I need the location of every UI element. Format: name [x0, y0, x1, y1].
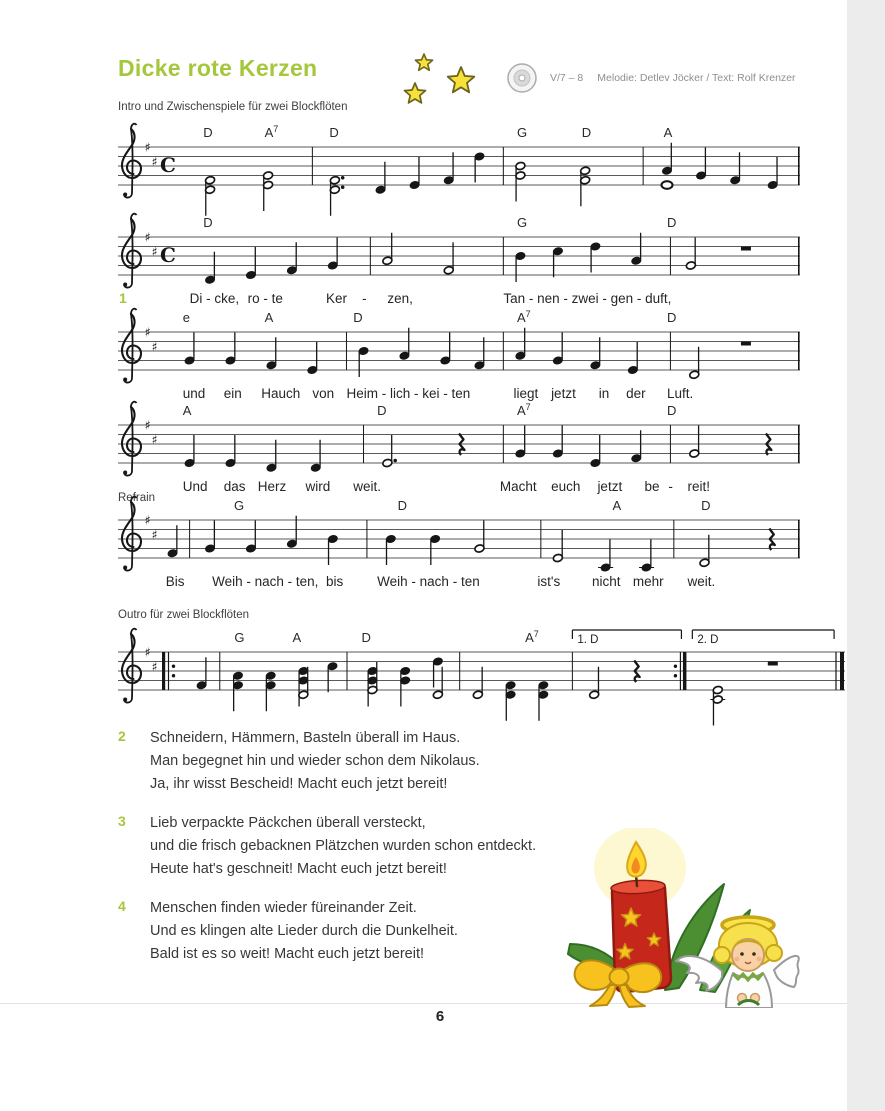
- chord-label: D: [397, 498, 408, 513]
- note: [328, 238, 339, 270]
- verse-3: [118, 812, 598, 881]
- note: [307, 342, 318, 374]
- note: [385, 535, 396, 565]
- verse-line: Schneidern, Hämmern, Basteln überall im Haus.: [150, 730, 461, 746]
- note: [590, 242, 601, 272]
- note: [330, 176, 345, 216]
- lyric-syllable: be: [644, 479, 660, 494]
- note: [689, 426, 700, 458]
- note: [474, 337, 485, 369]
- staff-system-5: [118, 472, 800, 600]
- note: [699, 535, 710, 567]
- lyric-syllable: ist's: [537, 574, 561, 589]
- sharp-icon: ♯: [144, 229, 151, 245]
- note: [298, 667, 309, 699]
- sharp-icon: ♯: [144, 139, 151, 155]
- note: [367, 667, 378, 707]
- chord-label: $A^7$: [525, 629, 539, 645]
- note: [225, 333, 236, 365]
- verse-line: Heute hat's geschneit! Macht euch jetzt bereit!: [150, 861, 447, 877]
- credits: Melodie: Detlev Jöcker / Text: Rolf Krenzer: [597, 72, 796, 84]
- final-barline: [840, 652, 844, 690]
- note: [246, 521, 257, 553]
- verse-4: [118, 897, 598, 966]
- note: [382, 435, 397, 467]
- note: [375, 162, 386, 194]
- lyric-syllable: das: [223, 479, 246, 494]
- verse-line: Bald ist es so weit! Macht euch jetzt bereit!: [150, 946, 425, 962]
- sharp-icon: ♯: [151, 243, 158, 259]
- note: [505, 681, 516, 721]
- sharp-icon: ♯: [151, 338, 158, 354]
- treble-clef-icon: [122, 214, 141, 288]
- note: [367, 662, 378, 694]
- note: [553, 247, 564, 277]
- note: [710, 686, 725, 726]
- chord-label: $A^7$: [516, 402, 531, 418]
- chord-label: A: [264, 310, 274, 325]
- lyric-syllable: Tan - nen - zwei - gen - duft,: [503, 291, 672, 306]
- verse-line: Ja, ihr wisst Bescheid! Macht euch jetzt bereit!: [150, 776, 448, 792]
- chord-label: D: [353, 310, 363, 325]
- note: [473, 667, 484, 699]
- lyric-syllable: bis: [326, 574, 344, 589]
- note: [265, 671, 276, 711]
- note: [205, 252, 216, 284]
- verse-line: Und es klingen alte Lieder durch die Dunkelheit.: [150, 923, 458, 939]
- rest: [459, 434, 465, 456]
- staff-system-2: [118, 189, 800, 317]
- sharp-icon: ♯: [144, 324, 151, 340]
- lyric-syllable: jetzt: [551, 386, 576, 401]
- chord-label: $A^7$: [516, 309, 531, 325]
- lyric-syllable: ro - te: [247, 291, 283, 306]
- note: [538, 681, 549, 721]
- note: [598, 540, 613, 572]
- lyric-syllable: nicht: [591, 574, 621, 589]
- verse-number-1: 1: [119, 290, 127, 306]
- staff-system-4: [118, 377, 800, 505]
- verse-number: 2: [118, 728, 126, 744]
- note: [628, 342, 639, 374]
- lyric-syllable: und: [182, 386, 206, 401]
- refrain-label: Refrain: [118, 492, 156, 504]
- note: [440, 333, 451, 365]
- verse-line: und die frisch gebacknen Plätzchen wurden schon entdeckt.: [150, 838, 537, 854]
- lyric-syllable: der: [626, 386, 646, 401]
- note: [310, 440, 321, 472]
- verse-line: Menschen finden wieder füreinander Zeit.: [150, 900, 417, 916]
- staff-system-6: [118, 604, 845, 732]
- sharp-icon: ♯: [144, 417, 151, 433]
- eye: [752, 952, 756, 956]
- chord-label: A: [612, 498, 622, 513]
- chord-label: A: [182, 403, 192, 418]
- note: [515, 426, 526, 458]
- verse-line: Man begegnet hin und wieder schon dem Nikolaus.: [150, 753, 480, 769]
- repeat-end: [683, 652, 687, 690]
- note: [443, 242, 454, 274]
- note: [184, 333, 195, 365]
- note: [696, 148, 707, 180]
- lyric-syllable: in: [598, 386, 610, 401]
- cheek: [735, 957, 740, 962]
- lyric-syllable: zen,: [387, 291, 413, 306]
- chord-label: D: [581, 125, 592, 140]
- note: [767, 157, 778, 189]
- chord-label: D: [361, 630, 371, 645]
- chord-label: G: [234, 630, 245, 645]
- note: [474, 152, 485, 182]
- time-signature: C: [160, 243, 176, 267]
- treble-clef-icon: [122, 124, 141, 198]
- chord-label: G: [516, 125, 528, 140]
- outro-caption: Outro für zwei Blockflöten: [118, 609, 250, 621]
- note: [686, 238, 697, 270]
- staff-system-1: [118, 99, 800, 227]
- lyric-syllable: jetzt: [597, 479, 623, 494]
- lyric-syllable: Macht: [499, 479, 537, 494]
- note: [233, 671, 244, 711]
- hair-curl: [766, 945, 782, 961]
- note: [662, 143, 673, 175]
- volta-bracket: [572, 630, 681, 639]
- treble-clef-icon: [122, 309, 141, 383]
- note: [590, 435, 601, 467]
- note: [263, 171, 274, 211]
- cheek: [757, 957, 762, 962]
- note: [184, 435, 195, 467]
- verse-number: 4: [118, 898, 126, 914]
- cd-track-label: V/7 – 8: [550, 72, 584, 84]
- volta-label: 1. D: [577, 634, 599, 646]
- note: [515, 328, 526, 360]
- lyric-syllable: -: [668, 479, 673, 494]
- note: [266, 440, 277, 472]
- note: [433, 657, 444, 687]
- chord-label: D: [667, 403, 677, 418]
- note: [205, 176, 216, 216]
- rest: [741, 342, 751, 346]
- lyric-syllable: reit!: [687, 479, 710, 494]
- lyric-syllable: liegt: [513, 386, 539, 401]
- treble-clef-icon: [122, 629, 141, 703]
- lyric-syllable: ein: [223, 386, 242, 401]
- note: [358, 347, 369, 377]
- lyric-syllable: Herz: [257, 479, 287, 494]
- page-scan-edge: [847, 0, 885, 1111]
- lyric-syllable: Luft.: [667, 386, 694, 401]
- note: [662, 181, 673, 189]
- rest: [768, 662, 778, 666]
- lyric-syllable: Hauch: [261, 386, 301, 401]
- treble-clef-icon: [122, 402, 141, 476]
- lyric-syllable: weit.: [353, 479, 382, 494]
- note: [515, 252, 526, 282]
- lyric-syllable: -: [362, 291, 367, 306]
- rest: [766, 434, 772, 456]
- chord-label: G: [516, 215, 528, 230]
- note: [298, 667, 309, 707]
- note: [730, 152, 741, 184]
- note: [631, 233, 642, 265]
- note: [287, 516, 298, 548]
- note: [266, 337, 277, 369]
- chord-label: $A^7$: [264, 124, 279, 140]
- note: [400, 667, 411, 707]
- note: [631, 430, 642, 462]
- note: [246, 247, 257, 279]
- note: [639, 540, 654, 572]
- chord-label: G: [233, 498, 245, 513]
- lyric-syllable: Bis: [165, 574, 185, 589]
- note: [327, 662, 338, 692]
- illustration-candle-angel: [552, 828, 802, 1008]
- note: [287, 242, 298, 274]
- note: [196, 657, 207, 689]
- lyric-syllable: Heim - lich - kei - ten: [346, 386, 471, 401]
- intro-caption: Intro und Zwischenspiele für zwei Blockflöten: [118, 101, 348, 113]
- lyric-syllable: Weih - nach - ten,: [212, 574, 319, 589]
- cd-reference: [506, 62, 796, 94]
- note: [205, 521, 216, 553]
- sharp-icon: ♯: [151, 153, 158, 169]
- sharp-icon: ♯: [144, 644, 151, 660]
- volta-bracket: [692, 630, 834, 639]
- note: [580, 166, 591, 206]
- note: [328, 535, 339, 565]
- staff-system-3: [118, 284, 800, 412]
- note: [225, 435, 236, 467]
- chord-label: D: [701, 498, 711, 513]
- note: [409, 157, 420, 189]
- chord-label: A: [292, 630, 302, 645]
- chord-label: D: [203, 215, 213, 230]
- eye: [740, 952, 744, 956]
- rest: [741, 247, 751, 251]
- verse-number: 3: [118, 813, 126, 829]
- lyric-syllable: mehr: [632, 574, 664, 589]
- chord-label: D: [667, 310, 677, 325]
- lyric-syllable: weit.: [687, 574, 716, 589]
- lyric-syllable: Weih - nach - ten: [377, 574, 480, 589]
- sharp-icon: ♯: [151, 526, 158, 542]
- note: [515, 162, 526, 202]
- verse-line: Lieb verpackte Päckchen überall versteckt,: [150, 815, 426, 831]
- sharp-icon: ♯: [151, 658, 158, 674]
- note: [553, 530, 564, 562]
- sharp-icon: ♯: [151, 431, 158, 447]
- note: [590, 337, 601, 369]
- rest: [634, 661, 640, 683]
- lyric-syllable: wird: [305, 479, 331, 494]
- song-title: Dicke rote Kerzen: [118, 55, 318, 81]
- chord-label: D: [667, 215, 677, 230]
- lyric-syllable: von: [312, 386, 335, 401]
- note: [589, 667, 600, 699]
- chord-label: e: [182, 310, 191, 325]
- chord-label: A: [663, 125, 673, 140]
- note: [553, 426, 564, 458]
- note: [474, 521, 485, 553]
- note: [167, 525, 178, 557]
- verse-2: [118, 727, 598, 796]
- note: [443, 152, 454, 184]
- treble-clef-icon: [122, 497, 141, 571]
- lyric-syllable: Ker: [326, 291, 348, 306]
- star-icon: [415, 54, 432, 70]
- note: [399, 328, 410, 360]
- note: [430, 535, 441, 565]
- chord-label: D: [329, 125, 339, 140]
- lyric-syllable: Di - cke,: [189, 291, 240, 306]
- cd-icon: [506, 62, 538, 94]
- lyric-syllable: euch: [551, 479, 581, 494]
- note: [382, 233, 393, 265]
- page-number: 6: [435, 1008, 445, 1025]
- note: [433, 667, 444, 699]
- chord-label: D: [203, 125, 213, 140]
- stars-icon: [398, 48, 488, 112]
- sharp-icon: ♯: [144, 512, 151, 528]
- star-icon: [448, 67, 475, 92]
- chord-label: D: [377, 403, 387, 418]
- hair-curl: [714, 947, 730, 963]
- star-icon: [405, 83, 426, 103]
- volta-label: 2. D: [697, 634, 719, 646]
- repeat-start: [162, 652, 165, 690]
- note: [689, 347, 700, 379]
- rest: [769, 529, 775, 551]
- verses: [118, 727, 598, 982]
- time-signature: C: [160, 153, 176, 177]
- note: [553, 333, 564, 365]
- lyric-syllable: Und: [182, 479, 208, 494]
